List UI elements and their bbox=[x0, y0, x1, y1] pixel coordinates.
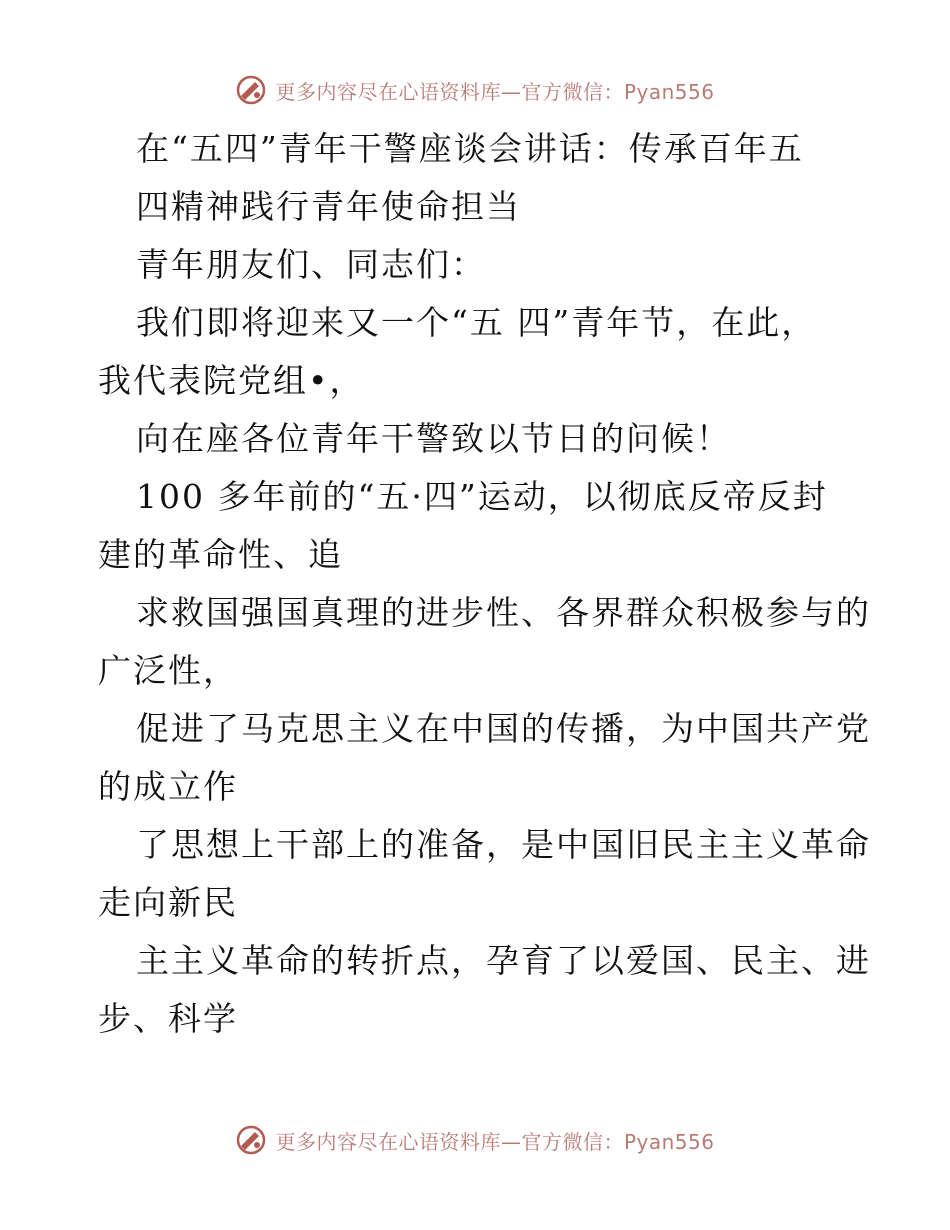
text-line: 我们即将迎来又一个“五 四”青年节，在此， bbox=[136, 303, 817, 342]
text-line: 广泛性， bbox=[98, 651, 238, 690]
text-line: 了思想上干部上的准备，是中国旧民主主义革命 bbox=[136, 825, 871, 864]
text-line: 100 多年前的“五·四”运动，以彻底反帝反封 bbox=[136, 477, 828, 516]
text-line: 在“五四”青年干警座谈会讲话：传承百年五 bbox=[136, 129, 804, 168]
text-line: 青年朋友们、同志们： bbox=[136, 245, 486, 284]
text-line: 四精神践行青年使命担当 bbox=[136, 187, 521, 226]
text-line: 建的革命性、追 bbox=[98, 535, 343, 574]
text-line: 向在座各位青年干警致以节日的问候！ bbox=[136, 419, 731, 458]
text-line: 步、科学 bbox=[98, 999, 238, 1038]
watermark-text: 更多内容尽在心语资料库—官方微信：Pyan556 bbox=[275, 79, 715, 104]
text-line: 走向新民 bbox=[98, 883, 238, 922]
text-line: 的成立作 bbox=[98, 767, 238, 806]
footer-watermark bbox=[0, 1120, 950, 1160]
text-line: 求救国强国真理的进步性、各界群众积极参与的 bbox=[136, 593, 871, 632]
watermark-text: 更多内容尽在心语资料库—官方微信：Pyan556 bbox=[275, 1129, 715, 1154]
text-line: 我代表院党组•， bbox=[98, 361, 365, 400]
header-watermark bbox=[0, 70, 950, 110]
logo-icon bbox=[235, 74, 267, 106]
logo-icon bbox=[235, 1124, 267, 1156]
document-body bbox=[98, 120, 871, 1048]
text-line: 主主义革命的转折点，孕育了以爱国、民主、进 bbox=[136, 941, 871, 980]
text-line: 促进了马克思主义在中国的传播，为中国共产党 bbox=[136, 709, 871, 748]
